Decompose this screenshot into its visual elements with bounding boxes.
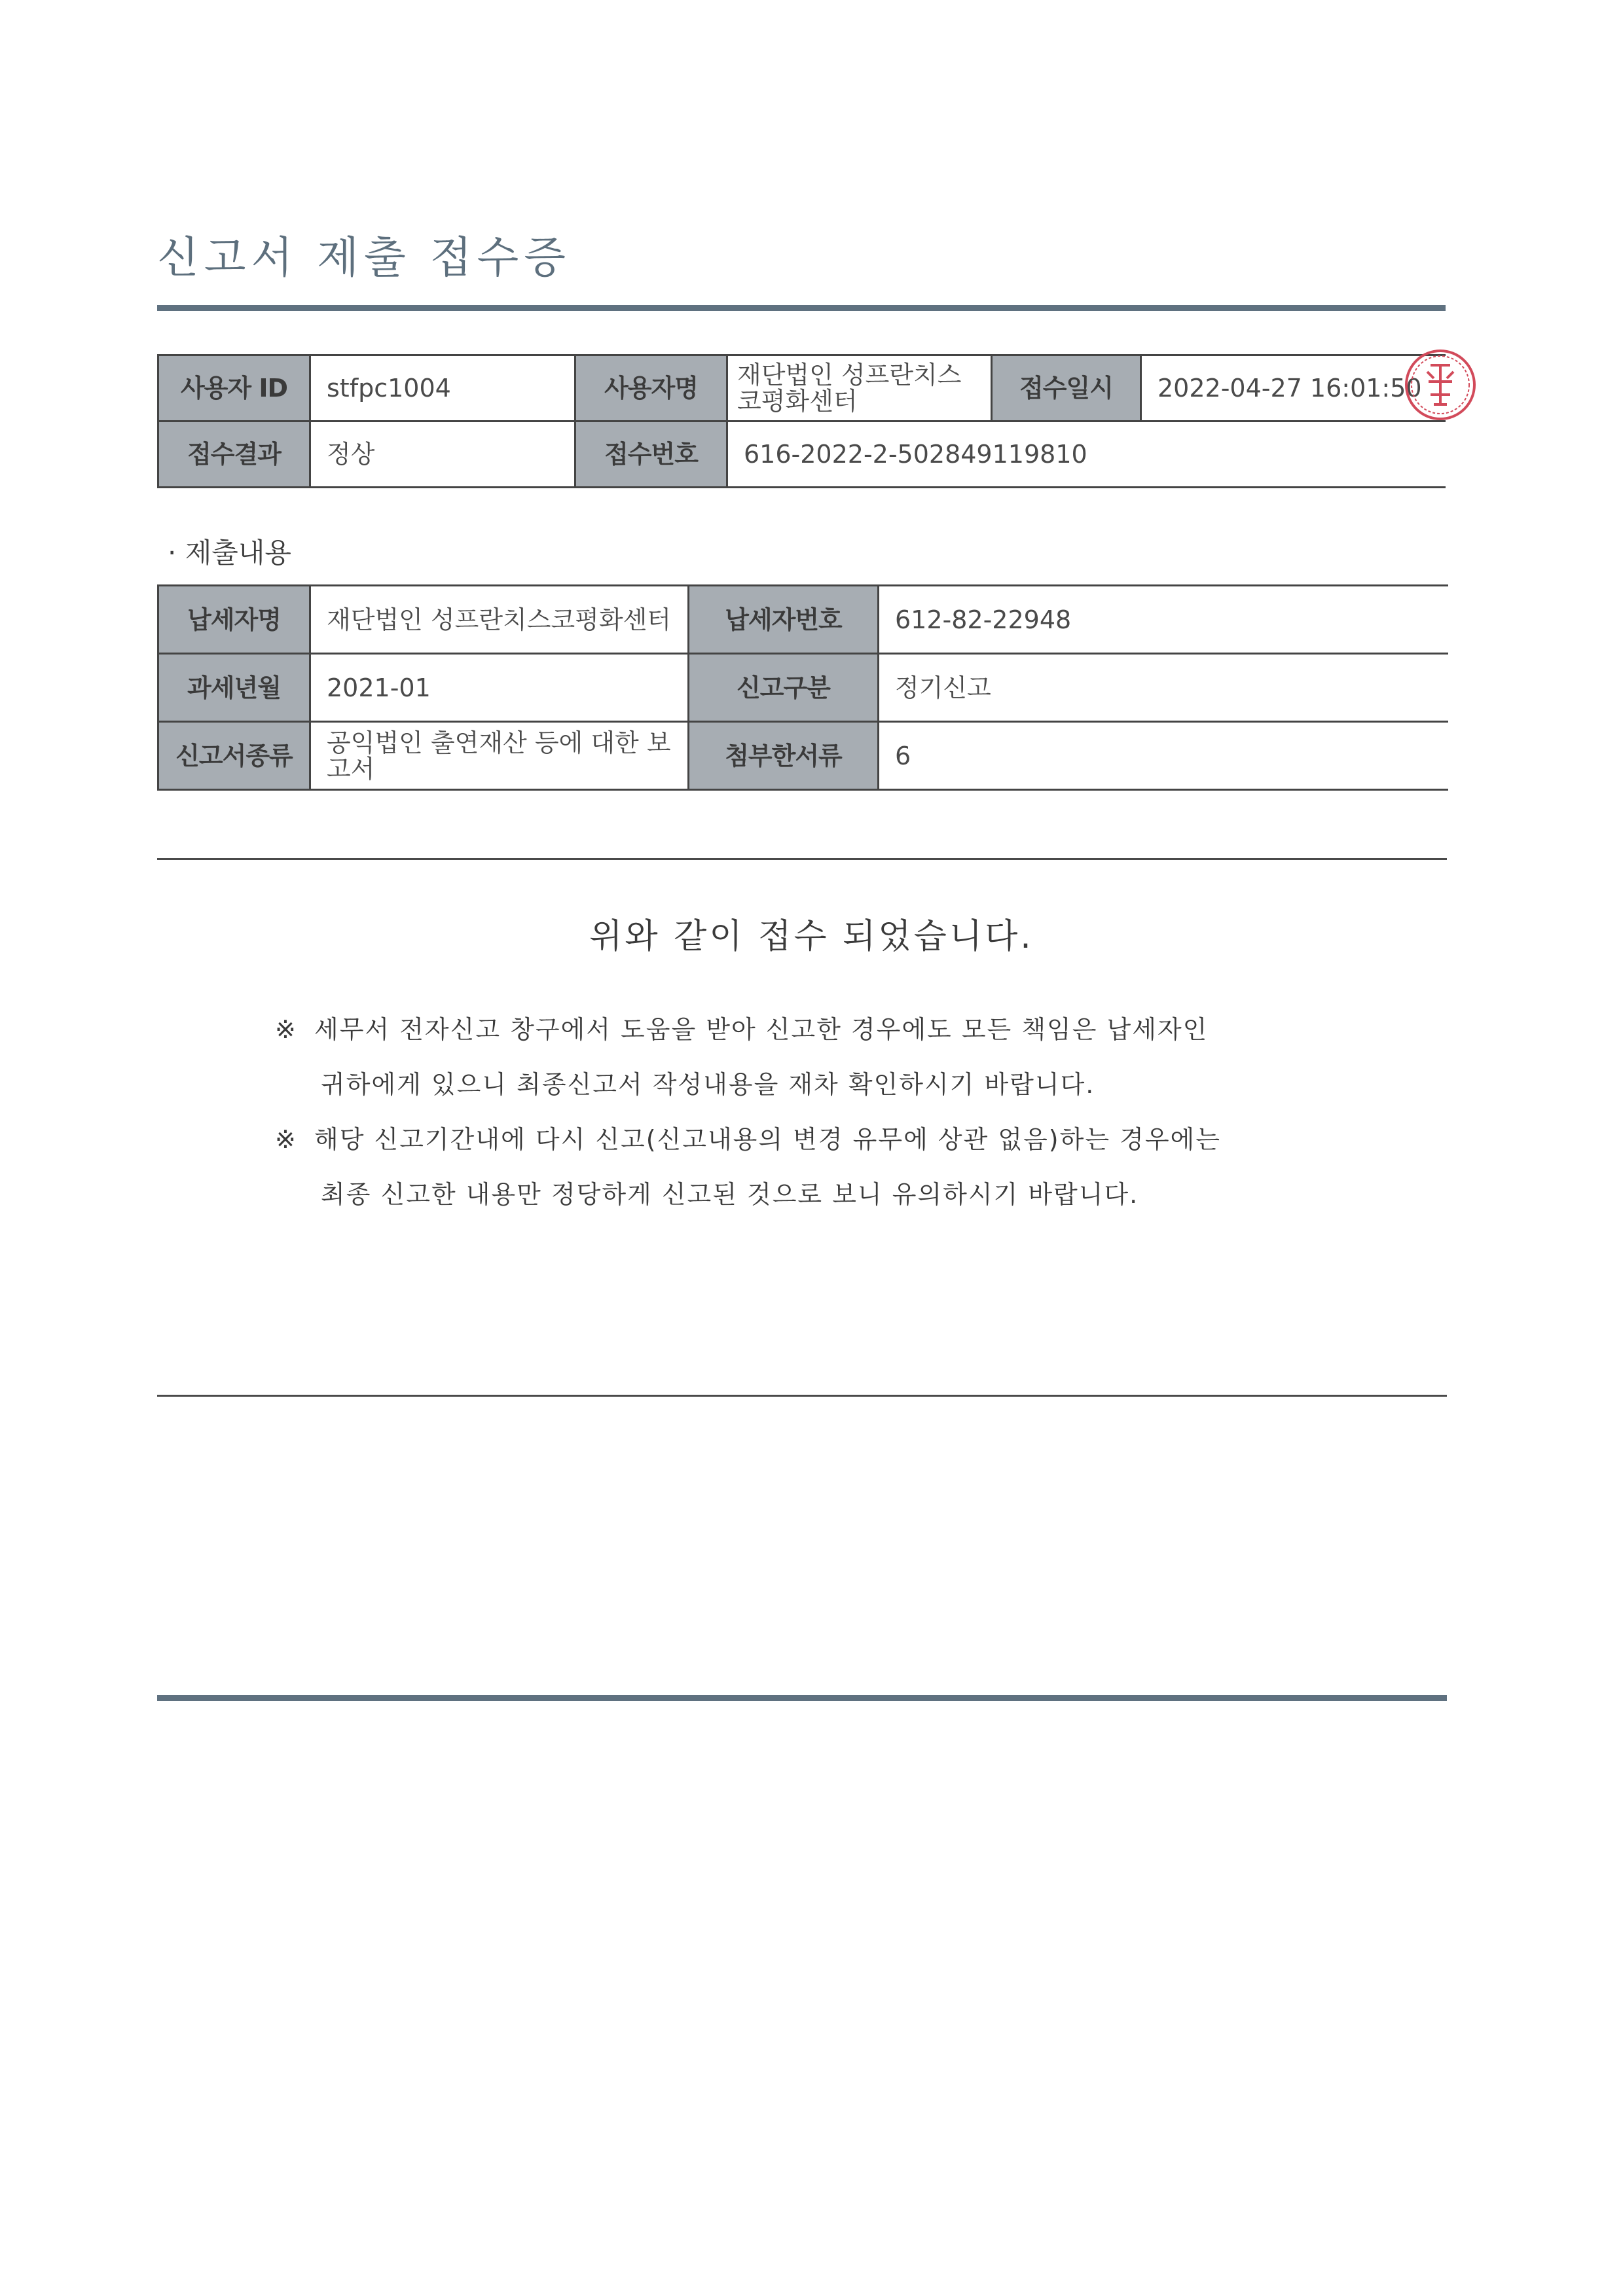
bottom-rule <box>157 1695 1447 1701</box>
user-name-label: 사용자명 <box>575 355 727 422</box>
submission-row-1 <box>158 586 1448 654</box>
result-label: 접수결과 <box>158 422 310 488</box>
taxpayer-no-value: 612-82-22948 <box>879 586 1448 654</box>
report-type-value: 정기신고 <box>879 654 1448 722</box>
attachments-label: 첨부한서류 <box>689 722 879 790</box>
seal-stamp <box>1401 346 1480 424</box>
taxpayer-name-label: 납세자명 <box>158 586 310 654</box>
submission-row-2 <box>158 654 1448 722</box>
received-at-label: 접수일시 <box>992 355 1141 422</box>
tax-period-label: 과세년월 <box>158 654 310 722</box>
note-1-text: 세무서 전자신고 창구에서 도움을 받아 신고한 경우에도 모든 책임은 납세자인 <box>314 1015 1209 1044</box>
submission-row-3 <box>158 722 1448 790</box>
note-2-text: 해당 신고기간내에 다시 신고(신고내용의 변경 유무에 상관 없음)하는 경우에는 <box>314 1125 1221 1154</box>
receipt-row-1 <box>158 355 1446 422</box>
submission-section-label: · 제출내용 <box>168 537 291 569</box>
submission-table <box>157 584 1448 791</box>
title-rule <box>157 305 1446 311</box>
receipt-table <box>157 354 1446 488</box>
received-at-value: 2022-04-27 16:01:50 <box>1141 355 1446 422</box>
user-id-label: 사용자 ID <box>158 355 310 422</box>
user-id-value: stfpc1004 <box>310 355 575 422</box>
divider-2 <box>157 1395 1447 1397</box>
divider-1 <box>157 858 1447 860</box>
user-name-value: 재단법인 성프란치스코평화센터 <box>727 355 992 422</box>
receipt-no-value: 616-2022-2-502849119810 <box>727 422 1446 488</box>
receipt-row-2 <box>158 422 1446 488</box>
reference-mark: ※ <box>275 1015 297 1044</box>
note-2-line-1 <box>275 1119 1221 1155</box>
page-title: 신고서 제출 접수증 <box>157 232 572 283</box>
confirmation-text: 위와 같이 접수 되었습니다. <box>589 917 1034 956</box>
taxpayer-no-label: 납세자번호 <box>689 586 879 654</box>
note-1-line-2: 귀하에게 있으니 최종신고서 작성내용을 재차 확인하시기 바랍니다. <box>321 1070 1095 1099</box>
reference-mark: ※ <box>275 1125 297 1154</box>
note-1-line-1 <box>275 1009 1208 1045</box>
tax-period-value: 2021-01 <box>310 654 689 722</box>
taxpayer-name-value: 재단법인 성프란치스코평화센터 <box>310 586 689 654</box>
result-value: 정상 <box>310 422 575 488</box>
receipt-no-label: 접수번호 <box>575 422 727 488</box>
report-kind-label: 신고서종류 <box>158 722 310 790</box>
attachments-value: 6 <box>879 722 1448 790</box>
note-2-line-2: 최종 신고한 내용만 정당하게 신고된 것으로 보니 유의하시기 바랍니다. <box>321 1180 1139 1209</box>
report-kind-value: 공익법인 출연재산 등에 대한 보고서 <box>310 722 689 790</box>
report-type-label: 신고구분 <box>689 654 879 722</box>
